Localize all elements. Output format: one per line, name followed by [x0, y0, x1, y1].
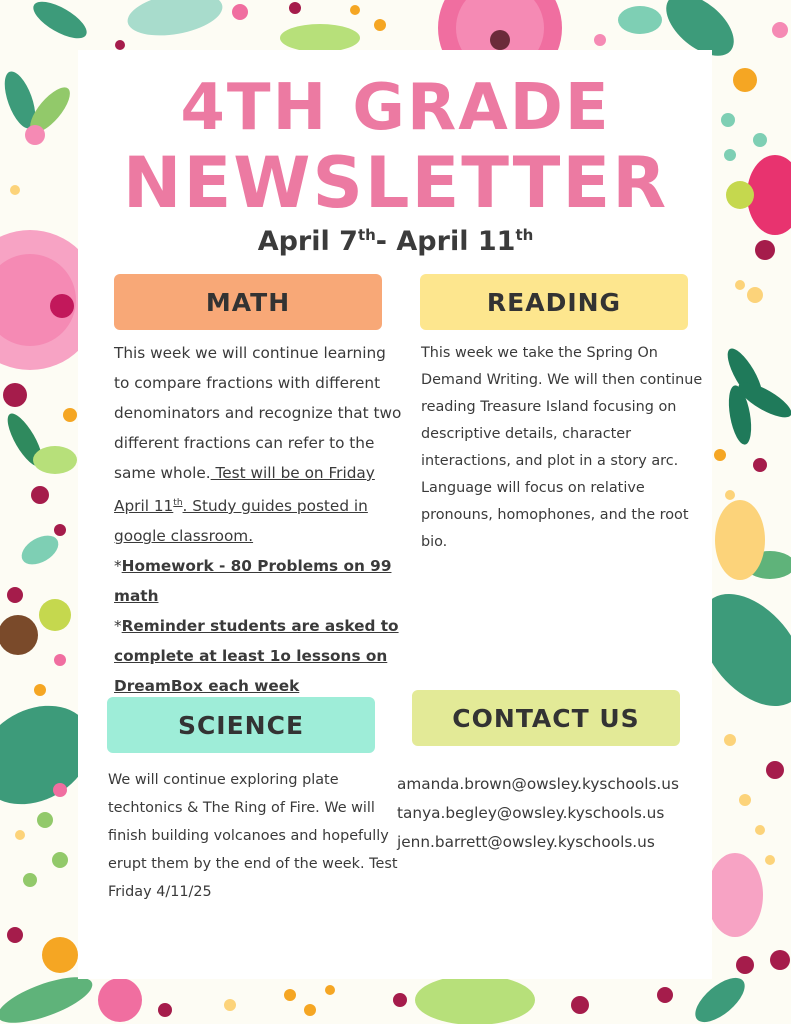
date-separator: - [375, 226, 397, 257]
math-text [114, 338, 406, 701]
math-reminder-text: Reminder students are asked to complete at least 1o lessons on DreamBox each week [114, 617, 399, 696]
math-reminder [114, 611, 406, 701]
math-body-plain: This week we will continue learning to compare fractions with different denominators and recognize that two different fractions can refer to the same whole. [114, 344, 402, 482]
science-body: We will continue exploring plate techtonics & The Ring of Fire. We will finish building volcanoes and hopefully erupt them by the end of the week. Test Friday 4/11/25 [108, 772, 398, 900]
math-reminder-prefix: * [114, 617, 122, 636]
contact-email[interactable]: jenn.barrett@owsley.kyschools.us [397, 833, 655, 851]
math-test-note-suffix: th [173, 498, 183, 508]
science-heading: SCIENCE [107, 697, 375, 753]
contact-email[interactable]: tanya.begley@owsley.kyschools.us [397, 804, 665, 822]
reading-heading: READING [420, 274, 688, 330]
math-homework-prefix: * [114, 557, 122, 576]
title-line-2: NEWSLETTER [122, 142, 669, 224]
date-start: April 7 [257, 226, 358, 257]
math-test-note-a: Test will be on Friday April 11 [114, 464, 375, 516]
date-start-suffix: th [357, 226, 376, 244]
contact-list [397, 770, 709, 857]
date-end: April 11 [396, 226, 516, 257]
contact-heading: CONTACT US [412, 690, 680, 746]
title-line-1: 4TH GRADE [180, 71, 611, 145]
date-range [0, 226, 791, 257]
math-body [114, 338, 406, 551]
contact-email[interactable]: amanda.brown@owsley.kyschools.us [397, 775, 679, 793]
math-homework [114, 551, 406, 611]
math-test-note-b: . Study guides posted in google classroom. [114, 497, 368, 546]
date-end-suffix: th [515, 226, 534, 244]
math-heading: MATH [114, 274, 382, 330]
math-homework-text: Homework - 80 Problems on 99 math [114, 557, 392, 606]
reading-body: This week we take the Spring On Demand Writing. We will then continue reading Treasure Island focusing on descriptive details, character interactions, and plot in a story arc. Language will focus on relative pronouns, homophones, and the root bio. [421, 345, 703, 550]
